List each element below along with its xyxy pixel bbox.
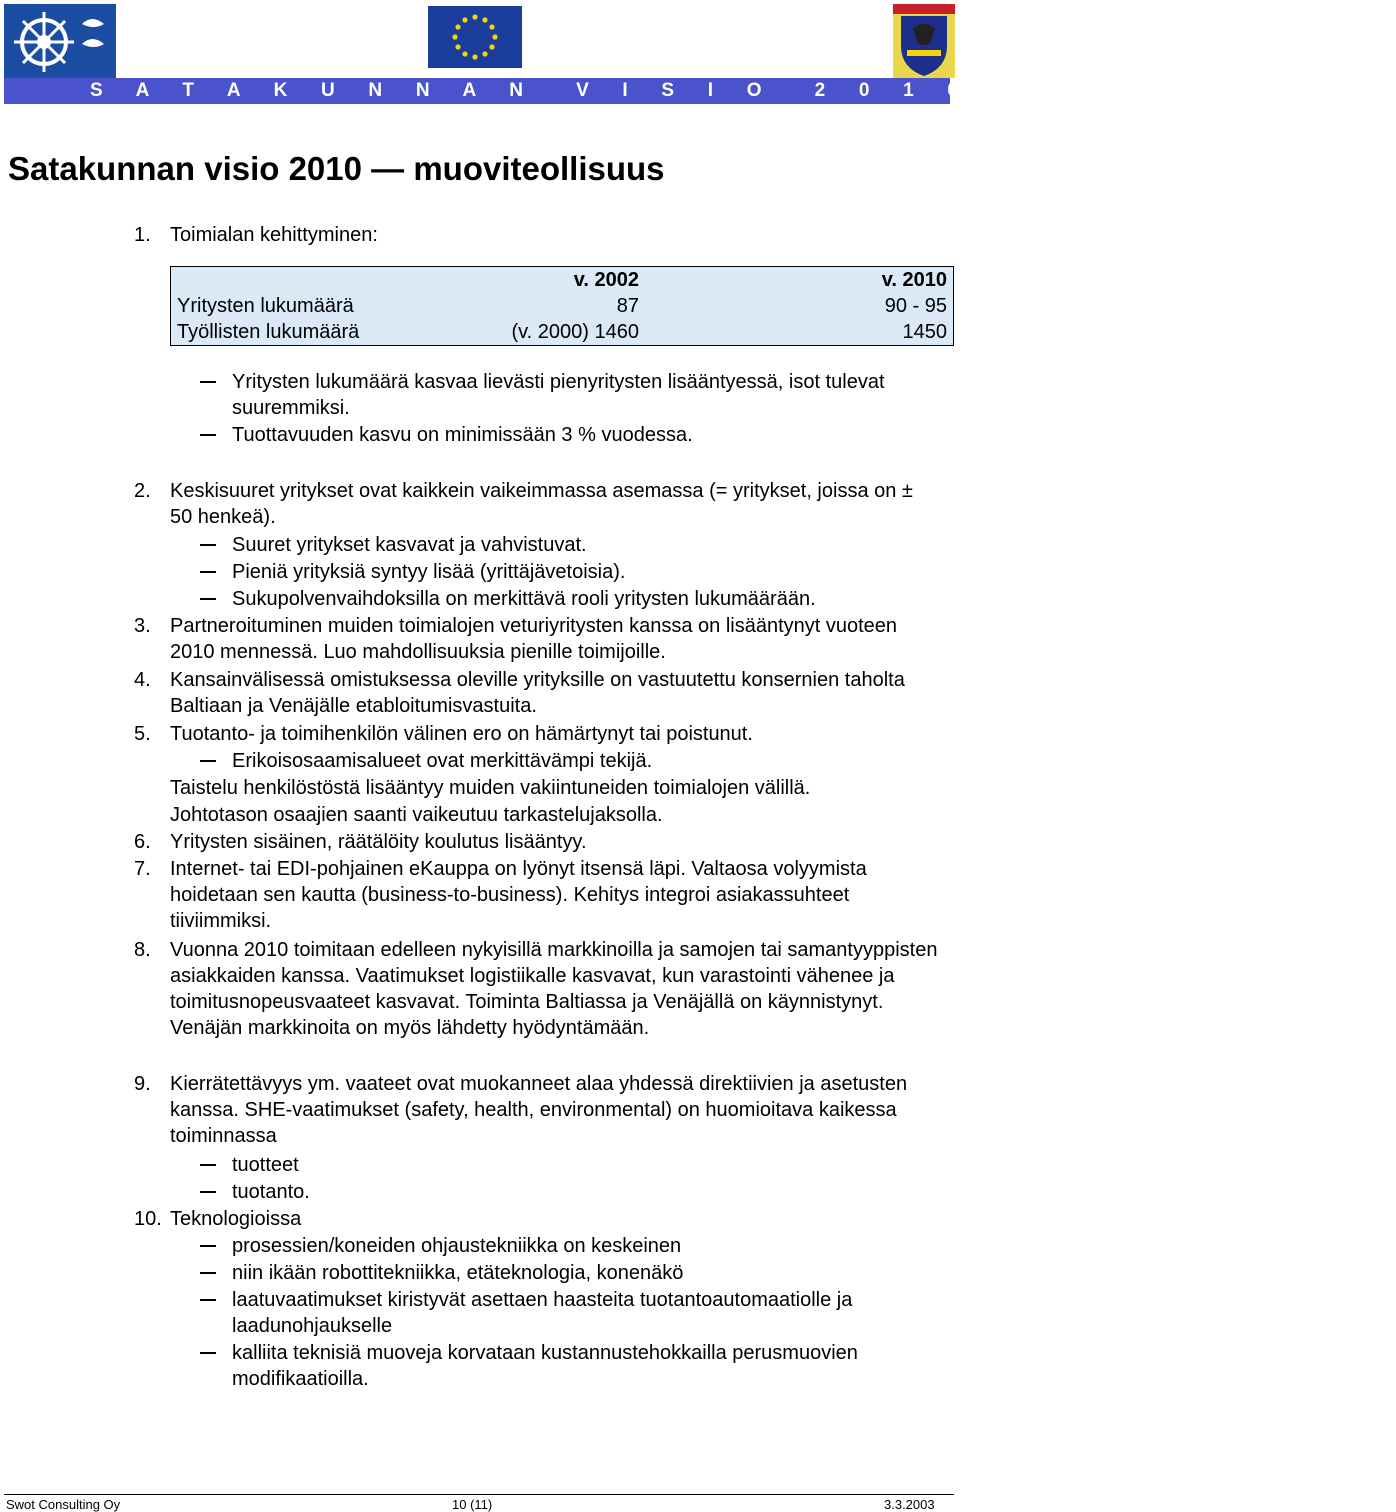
bullet-text: kalliita teknisiä muoveja korvataan kustannustehokkailla perusmuovien modifikaatioilla. <box>232 1342 858 1390</box>
bullet-text: laatuvaatimukset kiristyvät asettaen haasteita tuotantoautomaatiolle ja laadunohjaukselle <box>232 1289 853 1337</box>
dash-icon <box>200 381 216 383</box>
dash-icon <box>200 760 216 762</box>
bullet-text: tuotteet <box>232 1154 299 1176</box>
list-text: Kierrätettävyys ym. vaateet ovat muokanneet alaa yhdessä direktiivien ja asetusten kanssa. SHE-vaatimukset (safety, health, environmental) on huomioitava kaikessa toiminnassa <box>170 1073 908 1147</box>
project-banner: S A T A K U N N A N V I S I O 2 0 1 0 - P R O J E K T I <box>4 78 950 104</box>
table-row <box>171 319 954 346</box>
table-header-cell: v. 2010 <box>881 269 947 291</box>
table-cell: 90 - 95 <box>884 295 947 317</box>
dash-icon <box>200 598 216 600</box>
dash-icon <box>200 1245 216 1247</box>
list-number: 6. <box>134 831 151 853</box>
list-text: Yritysten sisäinen, räätälöity koulutus lisääntyy. <box>170 831 587 853</box>
table-cell: Työllisten lukumäärä <box>177 321 360 343</box>
bullet-text: niin ikään robottitekniikka, etäteknologia, konenäkö <box>232 1262 684 1284</box>
dash-icon <box>200 1272 216 1274</box>
list-number: 2. <box>134 480 151 502</box>
table-cell: 1450 <box>902 321 947 343</box>
list-text: Partneroituminen muiden toimialojen veturiyritysten kanssa on lisääntynyt vuoteen 2010 mennessä. Luo mahdollisuuksia pienille toimijoille. <box>170 615 898 663</box>
list-text: Internet- tai EDI-pohjainen eKauppa on lyönyt itsensä läpi. Valtaosa volyymista hoidetaan sen kautta (business-to-business). Kehitys integroi asiakassuhteet tiiviimmiksi. <box>170 858 867 932</box>
dash-icon <box>200 544 216 546</box>
bullet-text: Pieniä yrityksiä syntyy lisää (yrittäjävetoisia). <box>232 561 626 583</box>
table-header-cell <box>171 267 464 294</box>
list-number: 9. <box>134 1073 151 1095</box>
bullet-text: Yritysten lukumäärä kasvaa lievästi pienyritysten lisääntyessä, isot tulevat suuremmiksi. <box>232 371 885 419</box>
dash-icon <box>200 571 216 573</box>
stats-table <box>170 266 954 346</box>
dash-icon <box>200 1352 216 1354</box>
list-number: 10. <box>134 1208 162 1230</box>
table-row <box>171 293 954 319</box>
list-text: Kansainvälisessä omistuksessa oleville yrityksille on vastuutettu konsernien taholta Baltiaan ja Venäjälle etabloitumisvastuita. <box>170 669 905 717</box>
list-text: Toimialan kehittyminen: <box>170 224 378 246</box>
list-text: Teknologioissa <box>170 1208 302 1230</box>
dash-icon <box>200 434 216 436</box>
table-header-cell: v. 2002 <box>573 269 639 291</box>
list-number: 1. <box>134 224 151 246</box>
dash-icon <box>200 1191 216 1193</box>
dash-icon <box>200 1299 216 1301</box>
list-text: Vuonna 2010 toimitaan edelleen nykyisillä markkinoilla ja samojen tai samantyyppisten asiakkaiden kanssa. Vaatimukset logistiikalle kasvavat, kun varastointi vähenee ja toimitusnopeusvaateet kasvavat. Toiminta Baltiassa ja Venäjällä on käynnistynyt. Venäjän markkinoita on myös lähdetty hyödyntämään. <box>170 939 938 1039</box>
paragraph-text: Johtotason osaajien saanti vaikeutuu tarkastelujaksolla. <box>170 804 663 826</box>
paragraph-text: Taistelu henkilöstöstä lisääntyy muiden vakiintuneiden toimialojen välillä. <box>170 777 811 799</box>
bullet-text: Tuottavuuden kasvu on minimissään 3 % vuodessa. <box>232 424 693 446</box>
footer-page-number: 10 (11) <box>452 1497 493 1512</box>
bullet-text: Suuret yritykset kasvavat ja vahvistuvat. <box>232 534 587 556</box>
eu-flag-logo <box>428 6 522 68</box>
table-header-row <box>171 267 954 294</box>
bullet-text: Erikoisosaamisalueet ovat merkittävämpi tekijä. <box>232 750 653 772</box>
footer-company: Swot Consulting Oy <box>6 1497 121 1512</box>
list-text: Keskisuuret yritykset ovat kaikkein vaikeimmassa asemassa (= yritykset, joissa on ± 50 henkeä). <box>170 480 913 528</box>
list-number: 3. <box>134 615 151 637</box>
table-cell: 87 <box>616 295 639 317</box>
table-cell: Yritysten lukumäärä <box>177 295 354 317</box>
dash-icon <box>200 1164 216 1166</box>
footer-divider <box>4 1494 954 1495</box>
table-cell: (v. 2000) 1460 <box>511 321 639 343</box>
list-number: 4. <box>134 669 151 691</box>
list-text: Tuotanto- ja toimihenkilön välinen ero on hämärtynyt tai poistunut. <box>170 723 753 745</box>
bullet-text: prosessien/koneiden ohjaustekniikka on keskeinen <box>232 1235 682 1257</box>
page-title: Satakunnan visio 2010 — muoviteollisuus <box>8 150 665 187</box>
list-number: 7. <box>134 858 151 880</box>
footer-date: 3.3.2003 <box>884 1497 935 1512</box>
bullet-text: Sukupolvenvaihdoksilla on merkittävä rooli yritysten lukumäärään. <box>232 588 816 610</box>
list-number: 8. <box>134 939 151 961</box>
list-number: 5. <box>134 723 151 745</box>
coat-of-arms-logo <box>893 4 955 78</box>
ship-wheel-logo <box>4 4 116 78</box>
bullet-text: tuotanto. <box>232 1181 310 1203</box>
